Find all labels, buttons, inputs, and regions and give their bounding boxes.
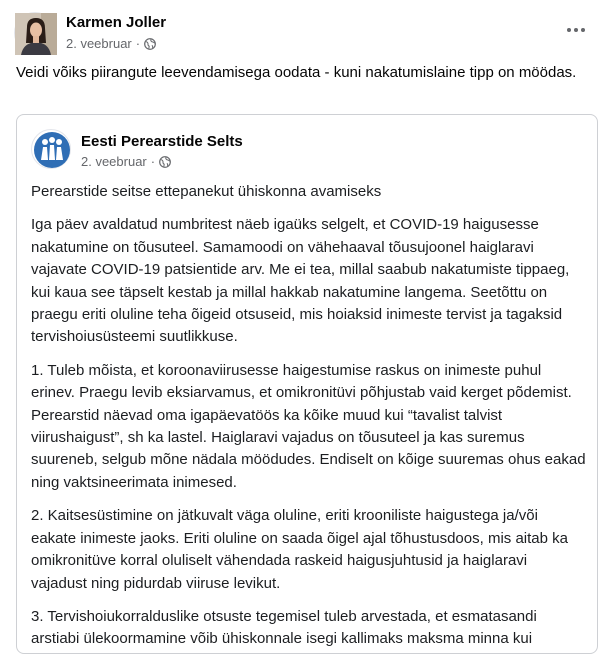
shared-post-body	[31, 181, 587, 662]
post-date[interactable]: 2. veebruar	[66, 36, 132, 51]
author-avatar-image	[15, 13, 57, 55]
org-logo-icon	[32, 130, 72, 170]
shared-paragraph: Iga päev avaldatud numbritest näeb igaüks selgelt, et COVID-19 haigusesse nakatumine on tõusuteel. Samamoodi on vähehaaval tõusujoonel haiglaravi vajavate COVID-19 patsientide arv. Me ei tea, millal saabub nakatumiste tippaeg, kui kaua see täpselt kestab ja millal hakkab nakatumine langema. Seetõttu on praegu eriti oluline teha õigeid otsuseid, mis hoiaksid inimeste tervist ja tagaksid tervishoiusüsteemi suutlikkuse.	[31, 216, 570, 346]
more-options-button[interactable]	[562, 20, 590, 40]
post-text: Veidi võiks piirangute leevendamisega oodata - kuni nakatumislaine tipp on möödas.	[16, 64, 577, 81]
author-avatar[interactable]	[14, 12, 56, 54]
shared-meta	[81, 154, 171, 169]
org-name[interactable]: Eesti Perearstide Selts	[81, 133, 243, 150]
author-name[interactable]: Karmen Joller	[66, 14, 167, 31]
shared-post[interactable]	[16, 114, 598, 654]
shared-date[interactable]: 2. veebruar	[81, 154, 147, 169]
more-options-icon-dot	[581, 28, 585, 32]
globe-icon	[144, 38, 156, 50]
more-options-icon	[567, 28, 571, 32]
meta-separator: ·	[150, 154, 156, 169]
shared-paragraph: 1. Tuleb mõista, et koroonaviirusesse haigestumise raskus on inimeste puhul erinev. Praegu levib eksiarvamus, et omikronitüvi põhjustab vaid kerget põdemist. Perearstid näevad oma igapäevatöös ka kõike muud kui “tavalist talvist viirushaigust”, sh ka lastel. Haiglaravi vajadus on tõusuteel ja kas suremus suureneb, selgub mõne nädala möödudes. Endiselt on kõige suuremas ohus eakad ning vaktsineerimata inimesed.	[31, 361, 586, 491]
more-options-icon-dot	[574, 28, 578, 32]
org-logo[interactable]	[31, 129, 71, 169]
globe-icon	[159, 156, 171, 168]
shared-paragraph: 3. Tervishoiukorralduslike otsuste tegemisel tuleb arvestada, et esmatasandi arstiabi ülekoormamine võib ühiskonnale isegi kallimaks maksma minna kui	[31, 607, 537, 648]
shared-paragraph: 2. Kaitsesüstimine on jätkuvalt väga oluline, eriti krooniliste haigustega ja/või eakate inimeste jaoks. Eriti oluline on saada õigel ajal tõhustusdoos, mis aitab ka omikronitüve korral oluliselt vähendada raskeid haigusjuhtusid ja haiglaravi vajadust ning pidurdab viiruse levikut.	[31, 507, 568, 592]
post-meta	[66, 36, 156, 51]
meta-separator: ·	[135, 36, 141, 51]
shared-title: Perearstide seitse ettepanekut ühiskonna avamiseks	[31, 183, 382, 200]
